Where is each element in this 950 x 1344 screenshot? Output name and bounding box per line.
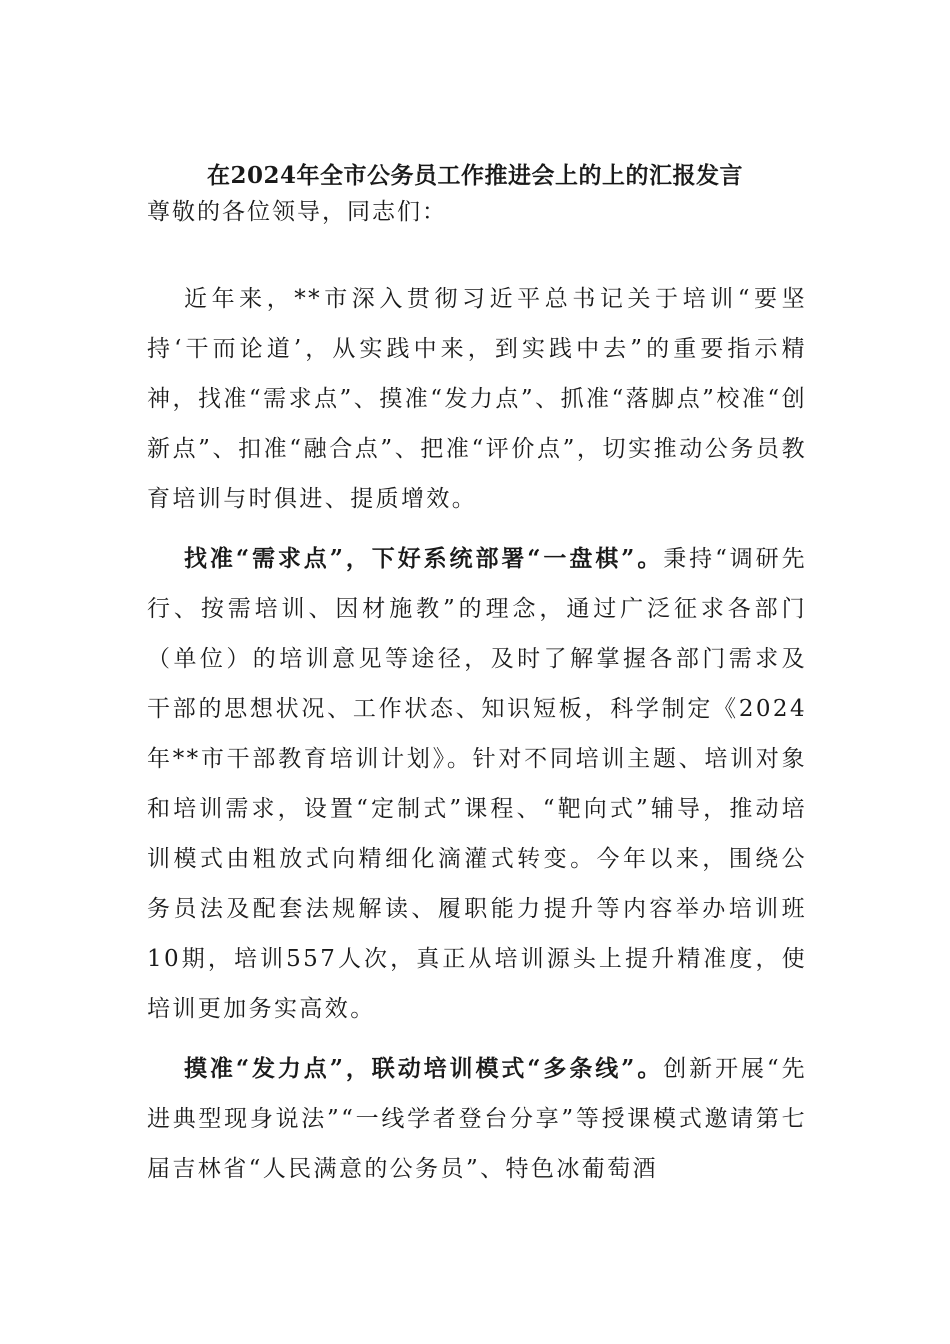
paragraph-body: 秉持“调研先行、按需培训、因材施教”的理念，通过广泛征求各部门（单位）的培训意见等途径，及时了解掌握各部门需求及干部的思想状况、工作状态、知识短板，科学制定《2024年**市干部教育培训计划》。针对不同培训主题、培训对象和培训需求，设置“定制式”课程、“靶向式”辅导，推动培训模式由粗放式向精细化滴灌式转变。今年以来，围绕公务员法及配套法规解读、履职能力提升等内容举办培训班10期，培训557人次，真正从培训源头上提升精准度，使培训更加务实高效。 — [147, 546, 807, 1022]
paragraph-force-point — [147, 1044, 807, 1194]
document-title: 在2024年全市公务员工作推进会上的上的汇报发言 — [206, 162, 743, 189]
paragraph-lead-heading: 摸准“发力点”，联动培训模式“多条线”。 — [184, 1055, 664, 1082]
paragraph-body: 创新开展“先进典型现身说法”“一线学者登台分享”等授课模式邀请第七届吉林省“人民满意的公务员”、特色冰葡萄酒 — [147, 1056, 807, 1182]
paragraph-body: 近年来，**市深入贯彻习近平总书记关于培训“要坚持‘干而论道’，从实践中来，到实践中去”的重要指示精神，找准“需求点”、摸准“发力点”、抓准“落脚点”校准“创新点”、扣准“融合点”、把准“评价点”，切实推动公务员教育培训与时俱进、提质增效。 — [147, 286, 807, 512]
salutation: 尊敬的各位领导，同志们： — [147, 199, 447, 225]
paragraph-intro — [147, 274, 807, 524]
paragraph-demand-point — [147, 534, 807, 1034]
paragraph-lead-heading: 找准“需求点”，下好系统部署“一盘棋”。 — [184, 545, 664, 572]
